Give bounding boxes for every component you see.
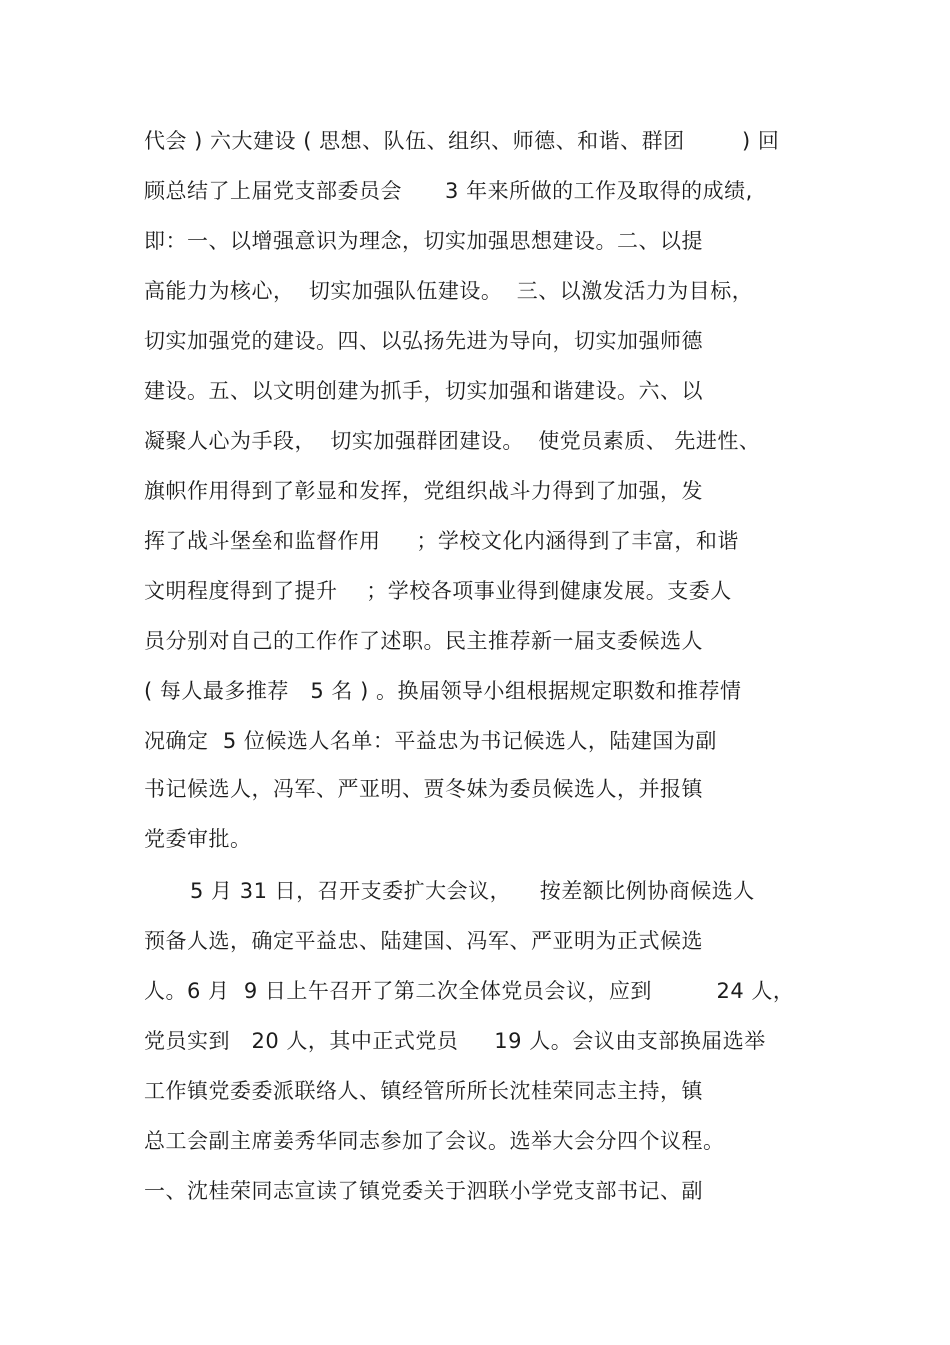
text-line-14: 书记候选人，冯军、严亚明、贾冬妹为委员候选人，并报镇 <box>144 777 703 801</box>
text-line-21: 总工会副主席姜秀华同志参加了会议。选举大会分四个议程。 <box>144 1129 725 1153</box>
text-line-11: 员分别对自己的工作作了述职。民主推荐新一届支委候选人 <box>144 629 703 653</box>
text-line-2: 顾总结了上届党支部委员会 3 年来所做的工作及取得的成绩, <box>144 179 753 203</box>
text-line-17: 预备人选，确定平益忠、陆建国、冯军、严亚明为正式候选 <box>144 929 703 953</box>
text-line-16: 5 月 31 日，召开支委扩大会议， 按差额比例协商候选人 <box>190 879 755 903</box>
text-line-5: 切实加强党的建设。四、以弘扬先进为导向，切实加强师德 <box>144 329 703 353</box>
text-line-10: 文明程度得到了提升 ；学校各项事业得到健康发展。支委人 <box>144 579 732 603</box>
text-line-8: 旗帜作用得到了彰显和发挥，党组织战斗力得到了加强，发 <box>144 479 703 503</box>
text-line-3: 即：一、以增强意识为理念，切实加强思想建设。二、以提 <box>144 229 703 253</box>
text-line-1: 代会 ) 六大建设 ( 思想、队伍、组织、师德、和谐、群团 ) 回 <box>144 129 780 153</box>
text-line-18: 人。6 月 9 日上午召开了第二次全体党员会议，应到 24 人， <box>144 979 795 1003</box>
text-line-4: 高能力为核心， 切实加强队伍建设。 三、以激发活力为目标， <box>144 279 754 303</box>
text-line-9: 挥了战斗堡垒和监督作用 ；学校文化内涵得到了丰富，和谐 <box>144 529 739 553</box>
text-line-20: 工作镇党委委派联络人、镇经管所所长沈桂荣同志主持，镇 <box>144 1079 703 1103</box>
text-line-13: 况确定 5 位候选人名单：平益忠为书记候选人，陆建国为副 <box>144 729 717 753</box>
text-line-12: ( 每人最多推荐 5 名 ) 。换届领导小组根据规定职数和推荐情 <box>144 679 742 703</box>
text-line-6: 建设。五、以文明创建为抓手，切实加强和谐建设。六、以 <box>144 379 703 403</box>
text-line-22: 一、沈桂荣同志宣读了镇党委关于泗联小学党支部书记、副 <box>144 1179 703 1203</box>
text-line-7: 凝聚人心为手段， 切实加强群团建设。 使党员素质、 先进性、 <box>144 429 761 453</box>
text-line-15: 党委审批。 <box>144 827 252 851</box>
text-line-19: 党员实到 20 人，其中正式党员 19 人。会议由支部换届选举 <box>144 1029 766 1053</box>
